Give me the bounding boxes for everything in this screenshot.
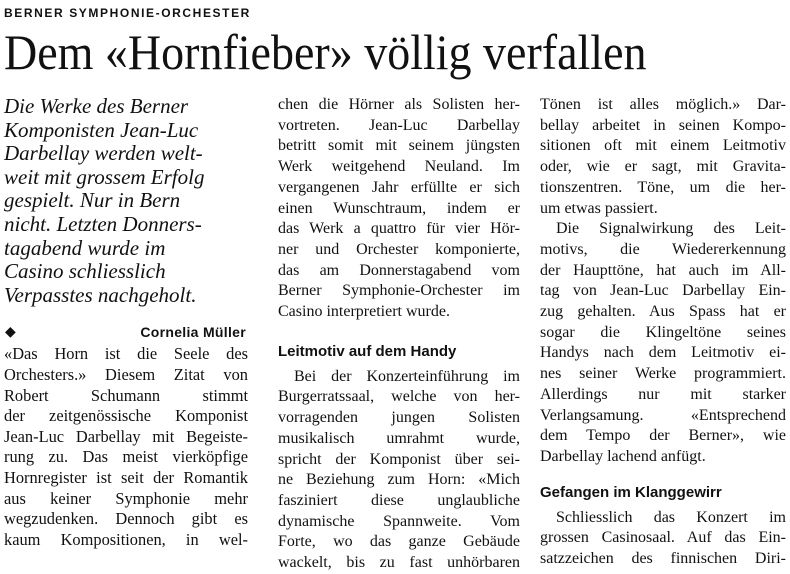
body-line: um etwas passiert. [540, 199, 658, 217]
body-line: kaum Kompositionen, in wel- [4, 529, 248, 549]
body-line: nes seiner Werke programmiert. [540, 365, 786, 383]
body-line: das Werk a quattro für vier Hör- [278, 220, 520, 238]
lead-line: Komponisten Jean-Luc [4, 117, 199, 142]
body-line: das am Donnerstagabend vom [278, 261, 520, 279]
body-line: Allerdings nur mit starker [540, 385, 786, 403]
body-line: Hornregister ist seit der Romantik [4, 467, 248, 487]
body-line: Berner Symphonie-Orchester im [278, 282, 520, 300]
body-paragraph [278, 367, 520, 574]
body-line: ne Beziehung zum Horn: «Mich [278, 471, 520, 489]
body-line: der zeitgenössische Komponist [4, 406, 248, 426]
body-line: Forte, wo das ganze Gebäude [278, 533, 520, 551]
body-line: zug gehalten. Aus Spass hat er [540, 303, 786, 321]
body-line: grossen Casinosaal. Auf das Ein- [540, 529, 786, 547]
body-line: spricht der Komponist über sei- [278, 450, 520, 468]
author-name: Cornelia Müller [140, 324, 246, 341]
body-line: Die Signalwirkung des Leit- [556, 220, 786, 238]
lead-line: Die Werke des Berner [4, 94, 189, 118]
body-line: motivs, die Wiedererkennung [540, 240, 786, 258]
body-line: Casino interpretiert wurde. [278, 303, 450, 321]
body-paragraph [540, 219, 786, 467]
body-line: sogar die Klingeltöne seines [540, 323, 786, 341]
body-line: einen Wunschtraum, indem er [278, 199, 520, 217]
body-line: Schliesslich das Konzert im [556, 508, 786, 526]
body-paragraph [4, 344, 248, 550]
body-line: Darbellay lachend anfügt. [540, 447, 706, 465]
body-line: Bei der Konzerteinführung im [294, 367, 520, 385]
subheading-klanggewirr: Gefangen im Klanggewirr [540, 483, 722, 501]
body-line: aus keiner Symphonie mehr [4, 488, 248, 508]
body-paragraph [278, 95, 520, 323]
body-line: chen die Hörner als Solisten her- [278, 96, 520, 113]
lead-line: Darbellay werden welt- [4, 141, 203, 166]
body-line: rung zu. Das meist vierköpfige [4, 447, 248, 467]
body-paragraph [540, 95, 786, 219]
lead-line: weit mit grossem Erfolg [4, 164, 205, 189]
body-line: Robert Schumann stimmt [4, 385, 248, 405]
headline: Dem «Hornfieber» völlig verfallen [4, 24, 647, 80]
body-line: wegzudenken. Dennoch gibt es [4, 509, 248, 529]
body-line: Handys nach dem Leitmotiv ei- [540, 344, 786, 362]
body-line: ner und Orchester komponierte, [278, 240, 520, 258]
body-line: Werk weitgehend Neuland. Im [278, 158, 520, 176]
body-line: wackelt, bis zu fast unhörbaren [278, 554, 520, 572]
body-line: musikalisch umrahmt wurde, [278, 429, 520, 447]
body-line: der Haupttöne, hat auch im All- [540, 261, 786, 279]
body-line: dem Tempo der Berner», wie [540, 427, 786, 445]
lead-line: nicht. Letzten Donners- [4, 211, 202, 236]
body-line: Burgerratssaal, welche von her- [278, 388, 520, 406]
body-line: tag von Jean-Luc Darbellay Ein- [540, 282, 786, 300]
body-paragraph [540, 508, 786, 570]
body-line: vortreten. Jean-Luc Darbellay [278, 116, 520, 134]
body-line: dynamische Spannweite. Vom [278, 512, 520, 530]
body-line: bellay arbeitet in seinen Kompo- [540, 116, 786, 134]
body-line: fasziniert diese unglaubliche [278, 491, 520, 509]
column-1 [4, 94, 248, 549]
lead-line: gespielt. Nur in Bern [4, 188, 181, 213]
lead-line: tagabend wurde im [4, 235, 166, 260]
body-line: sitionen oft mit einem Leitmotiv [540, 137, 786, 155]
body-line: vorragenden jungen Solisten [278, 409, 520, 427]
column-2 [278, 95, 520, 572]
byline [4, 322, 248, 344]
body-line: oder, wie er sagt, mit Gravita- [540, 158, 786, 176]
body-line: betritt somit mit seinem jüngsten [278, 137, 520, 155]
body-line: Orchesters.» Diesem Zitat von [4, 364, 248, 384]
body-line: Tönen ist alles möglich.» Dar- [540, 96, 786, 113]
lead-paragraph [4, 95, 248, 307]
diamond-icon: ◆ [5, 323, 16, 340]
body-line: «Das Horn ist die Seele des [4, 344, 248, 364]
body-line: satzzeichen des finnischen Diri- [540, 550, 786, 568]
section-kicker: BERNER SYMPHONIE-ORCHESTER [4, 6, 251, 20]
subheading-leitmotiv: Leitmotiv auf dem Handy [278, 342, 457, 360]
body-line: tionszentren. Töne, um die her- [540, 178, 786, 196]
body-line: Verlangsamung. «Entsprechend [540, 406, 786, 424]
lead-line: Casino schliesslich [4, 259, 166, 284]
lead-line: Verpasstes nachgeholt. [4, 282, 197, 307]
body-line: vergangenen Jahr erfüllte er sich [278, 178, 520, 196]
column-3 [540, 95, 786, 568]
body-line: Jean-Luc Darbellay mit Begeiste- [4, 426, 248, 446]
